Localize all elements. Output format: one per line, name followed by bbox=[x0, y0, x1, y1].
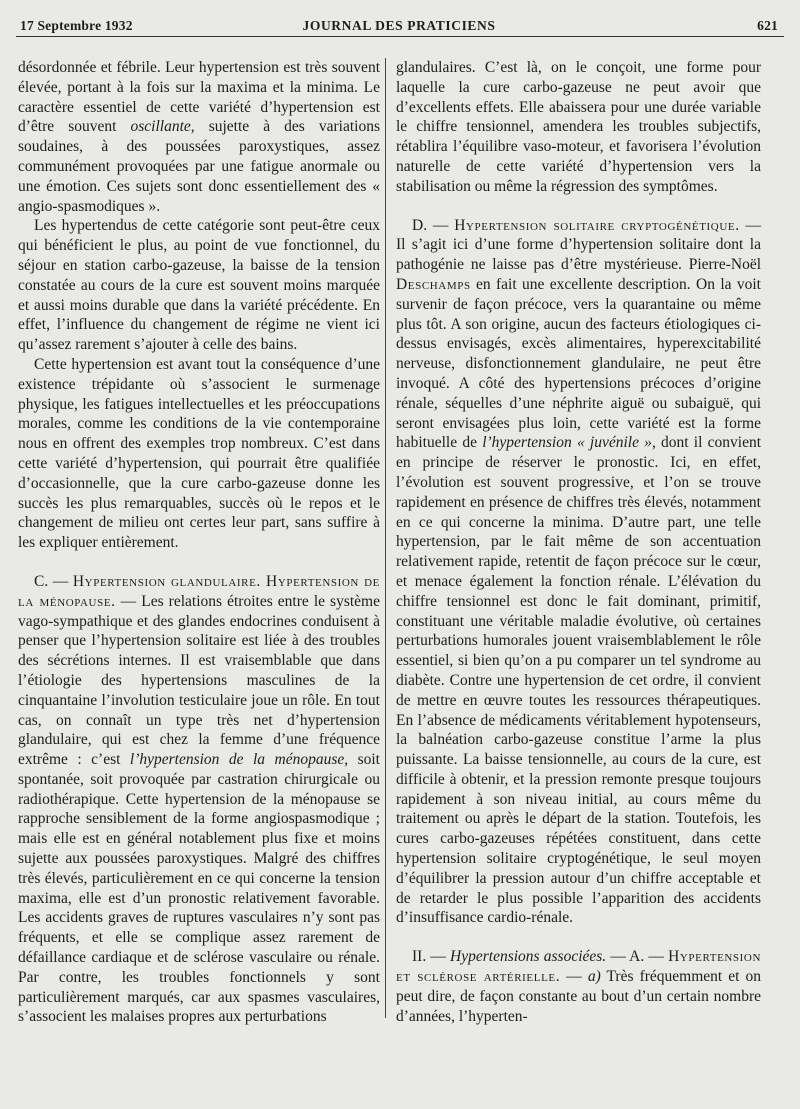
paragraph bbox=[18, 58, 380, 216]
paragraph: Les hypertendus de cette catégorie sont peut-être ceux qui bénéficient le plus, au point de vue fonctionnel, du séjour en station carbo-gazeuse, la baisse de la tension constatée au cours de la cure est souvent moins marquée et aussi moins durable que dans la variété précédente. En effet, l’influence du changement de régime ne vient ici qu’assez rarement s’ajouter à celle des bains. bbox=[18, 217, 380, 354]
section-title: Hypertension solitaire cryptogénétique. bbox=[454, 216, 740, 234]
italic-text: l’hypertension « juvénile » bbox=[482, 434, 652, 452]
italic-text: l’hypertension de la ménopause bbox=[129, 751, 345, 769]
paragraph: Cette hypertension est avant tout la conséquence d’une existence trépidante où s’associent le surmenage physique, les fatigues intellectuelles et les préoccupations morales, comme les conditions de la vie contemporaine nous en offrent des exemples trop nombreux. C’est dans cette variété d’hypertension, qui pourrait être qualifiée d’occasionnelle, que la cure carbo-gazeuse donne les succès les plus remarquables, succès où le repos et le changement de milieu ont certes leur part, sans suffire à les expliquer entièrement. bbox=[18, 355, 380, 552]
italic-text: oscillante bbox=[130, 118, 191, 136]
left-column bbox=[18, 58, 380, 1027]
text: — A. — bbox=[606, 948, 669, 966]
paragraph: glandulaires. C’est là, on le conçoit, une forme pour laquelle la cure carbo-gazeuse ne peut avoir que d’excellents effets. Elle abaissera pour une durée variable le chiffre tensionnel, amendera les troubles subjectifs, rétablira l’équilibre vaso-moteur, et favorisera l’évolution naturelle de cette variété d’hypertension vers la stabilisation ou même la régression des symptômes. bbox=[396, 59, 761, 195]
author-name: Deschamps bbox=[396, 275, 471, 293]
header-journal-title: JOURNAL DES PRATICIENS bbox=[302, 18, 496, 33]
text: Très fréquemment et on peut dire, de façon constante au bout d’un certain nombre d’années, l’hyperten- bbox=[396, 968, 762, 1025]
text: — bbox=[560, 968, 588, 986]
section-label: C. — bbox=[34, 572, 73, 590]
section-title: Hypertension et sclérose artérielle. bbox=[396, 948, 761, 986]
column-divider bbox=[385, 58, 386, 1018]
text: désordonnée et fébrile. Leur hypertension est très souvent élevée, portant à la fois sur la maxima et la minima. Le caractère essentiel de cette variété d’hypertension est d’être souvent bbox=[18, 59, 380, 136]
section-label: D. — bbox=[412, 216, 455, 234]
section-d bbox=[396, 216, 761, 929]
text: , sujette à des variations soudaines, à des poussées paroxystiques, assez communément provoquées par une fatigue anormale ou une émotion. Ces sujets sont donc essentiellement des « angio-spasmodiques ». bbox=[18, 118, 381, 215]
right-column bbox=[396, 58, 761, 1026]
header-date: 17 Septembre 1932 bbox=[20, 18, 133, 33]
header-page-number: 621 bbox=[757, 18, 778, 33]
text: — Les relations étroites entre le système vago-sympathique et des glandes endocrines conduisent à penser que l’hypertension solitaire est liée à des troubles des sécrétions internes. Il est vraisemblable que dans l’étiologie des hypertensions masculines de la cinquantaine l’involution testiculaire joue un rôle. En tout cas, on connaît un type très net d’hypertension glandulaire, qui est chez la femme d’une fréquence extrême : c’est bbox=[18, 592, 380, 769]
italic-text: a) bbox=[587, 968, 601, 986]
section-c bbox=[18, 572, 380, 1027]
section-title-italic: Hypertensions associées. bbox=[450, 948, 607, 966]
text: , soit spontanée, soit provoquée par castration chirurgicale ou radiothérapique. Cette hypertension de la ménopause se rapproche sensiblement de la forme angiospasmodique ; mais elle est en général notablement plus fixe et moins sujette aux poussées paroxystiques. Malgré des chiffres très élevés, particulièrement en ce qui concerne la tension maxima, elle est d’un pronostic relativement favorable. Les accidents graves de ruptures vasculaires n’y sont pas fréquents, et elle se complique assez rarement de défaillance cardiaque et de sclérose vasculaire ou rénale. Par contre, les troubles fonctionnels y sont particulièrement marqués, car aux spasmes vasculaires, s’associent les malaises propres aux perturbations bbox=[18, 751, 380, 1026]
text: , dont il convient en principe de réserver le pronostic. Ici, en effet, l’évolution est souvent progressive, et l’on se trouve rapidement en présence de chiffres très élevés, notamment en ce qui concerne la minima. D’autre part, une telle hypertension, par le fait même de son accentuation relativement rapide, retentit de façon précoce sur le cœur, et menace également la fonction rénale. L’élévation du chiffre tensionnel est donc le fait dominant, primitif, constituant une véritable maladie évolutive, où certaines perturbations humorales jouent vraisemblablement le rôle essentiel, si bien qu’on a pu comparer un tel syndrome au diabète. Contre une hypertension de cet ordre, il convient de mettre en œuvre toutes les ressources thérapeutiques. En l’absence de médicaments véritablement hypotenseurs, la balnéation carbo-gazeuse constitue l’arme la plus puissante. La baisse tensionnelle, au cours de la cure, est difficile à obtenir, et la pression remonte presque toujours rapidement à son niveau initial, au cours même du traitement ou après le départ de la station. Toutefois, les cures carbo-gazeuses répétées constituent, dans cette hypertension solitaire cryptogénétique, le seul moyen d’équilibrer la pression autour d’un chiffre acceptable et de retarder le plus possible l’apparition des accidents d’insuffisance cardio-rénale. bbox=[396, 434, 762, 927]
text: en fait une excellente description. On la voit survenir de façon précoce, vers la quarantaine ou même plus tôt. A son origine, aucun des facteurs étiologiques ci-dessus envisagés, excès alimentaires, hyperexcitabilité nerveuse, disfonctionnement glandulaire, ne peut être invoqué. A côté des hypertensions précoces d’origine rénale, séquelles d’une néphrite aiguë ou subaiguë, qui seront envisagées plus loin, cette variété est la forme habituelle de bbox=[396, 275, 761, 452]
section-ii bbox=[396, 947, 761, 1026]
header-rule bbox=[16, 36, 784, 37]
text: — Il s’agit ici d’une forme d’hypertension solitaire dont la pathogénie ne laisse pas d’être mystérieuse. Pierre-Noël bbox=[396, 216, 761, 274]
section-title: Hypertension glandulaire. Hypertension de la ménopause. bbox=[18, 572, 380, 610]
section-label: II. — bbox=[412, 948, 451, 966]
